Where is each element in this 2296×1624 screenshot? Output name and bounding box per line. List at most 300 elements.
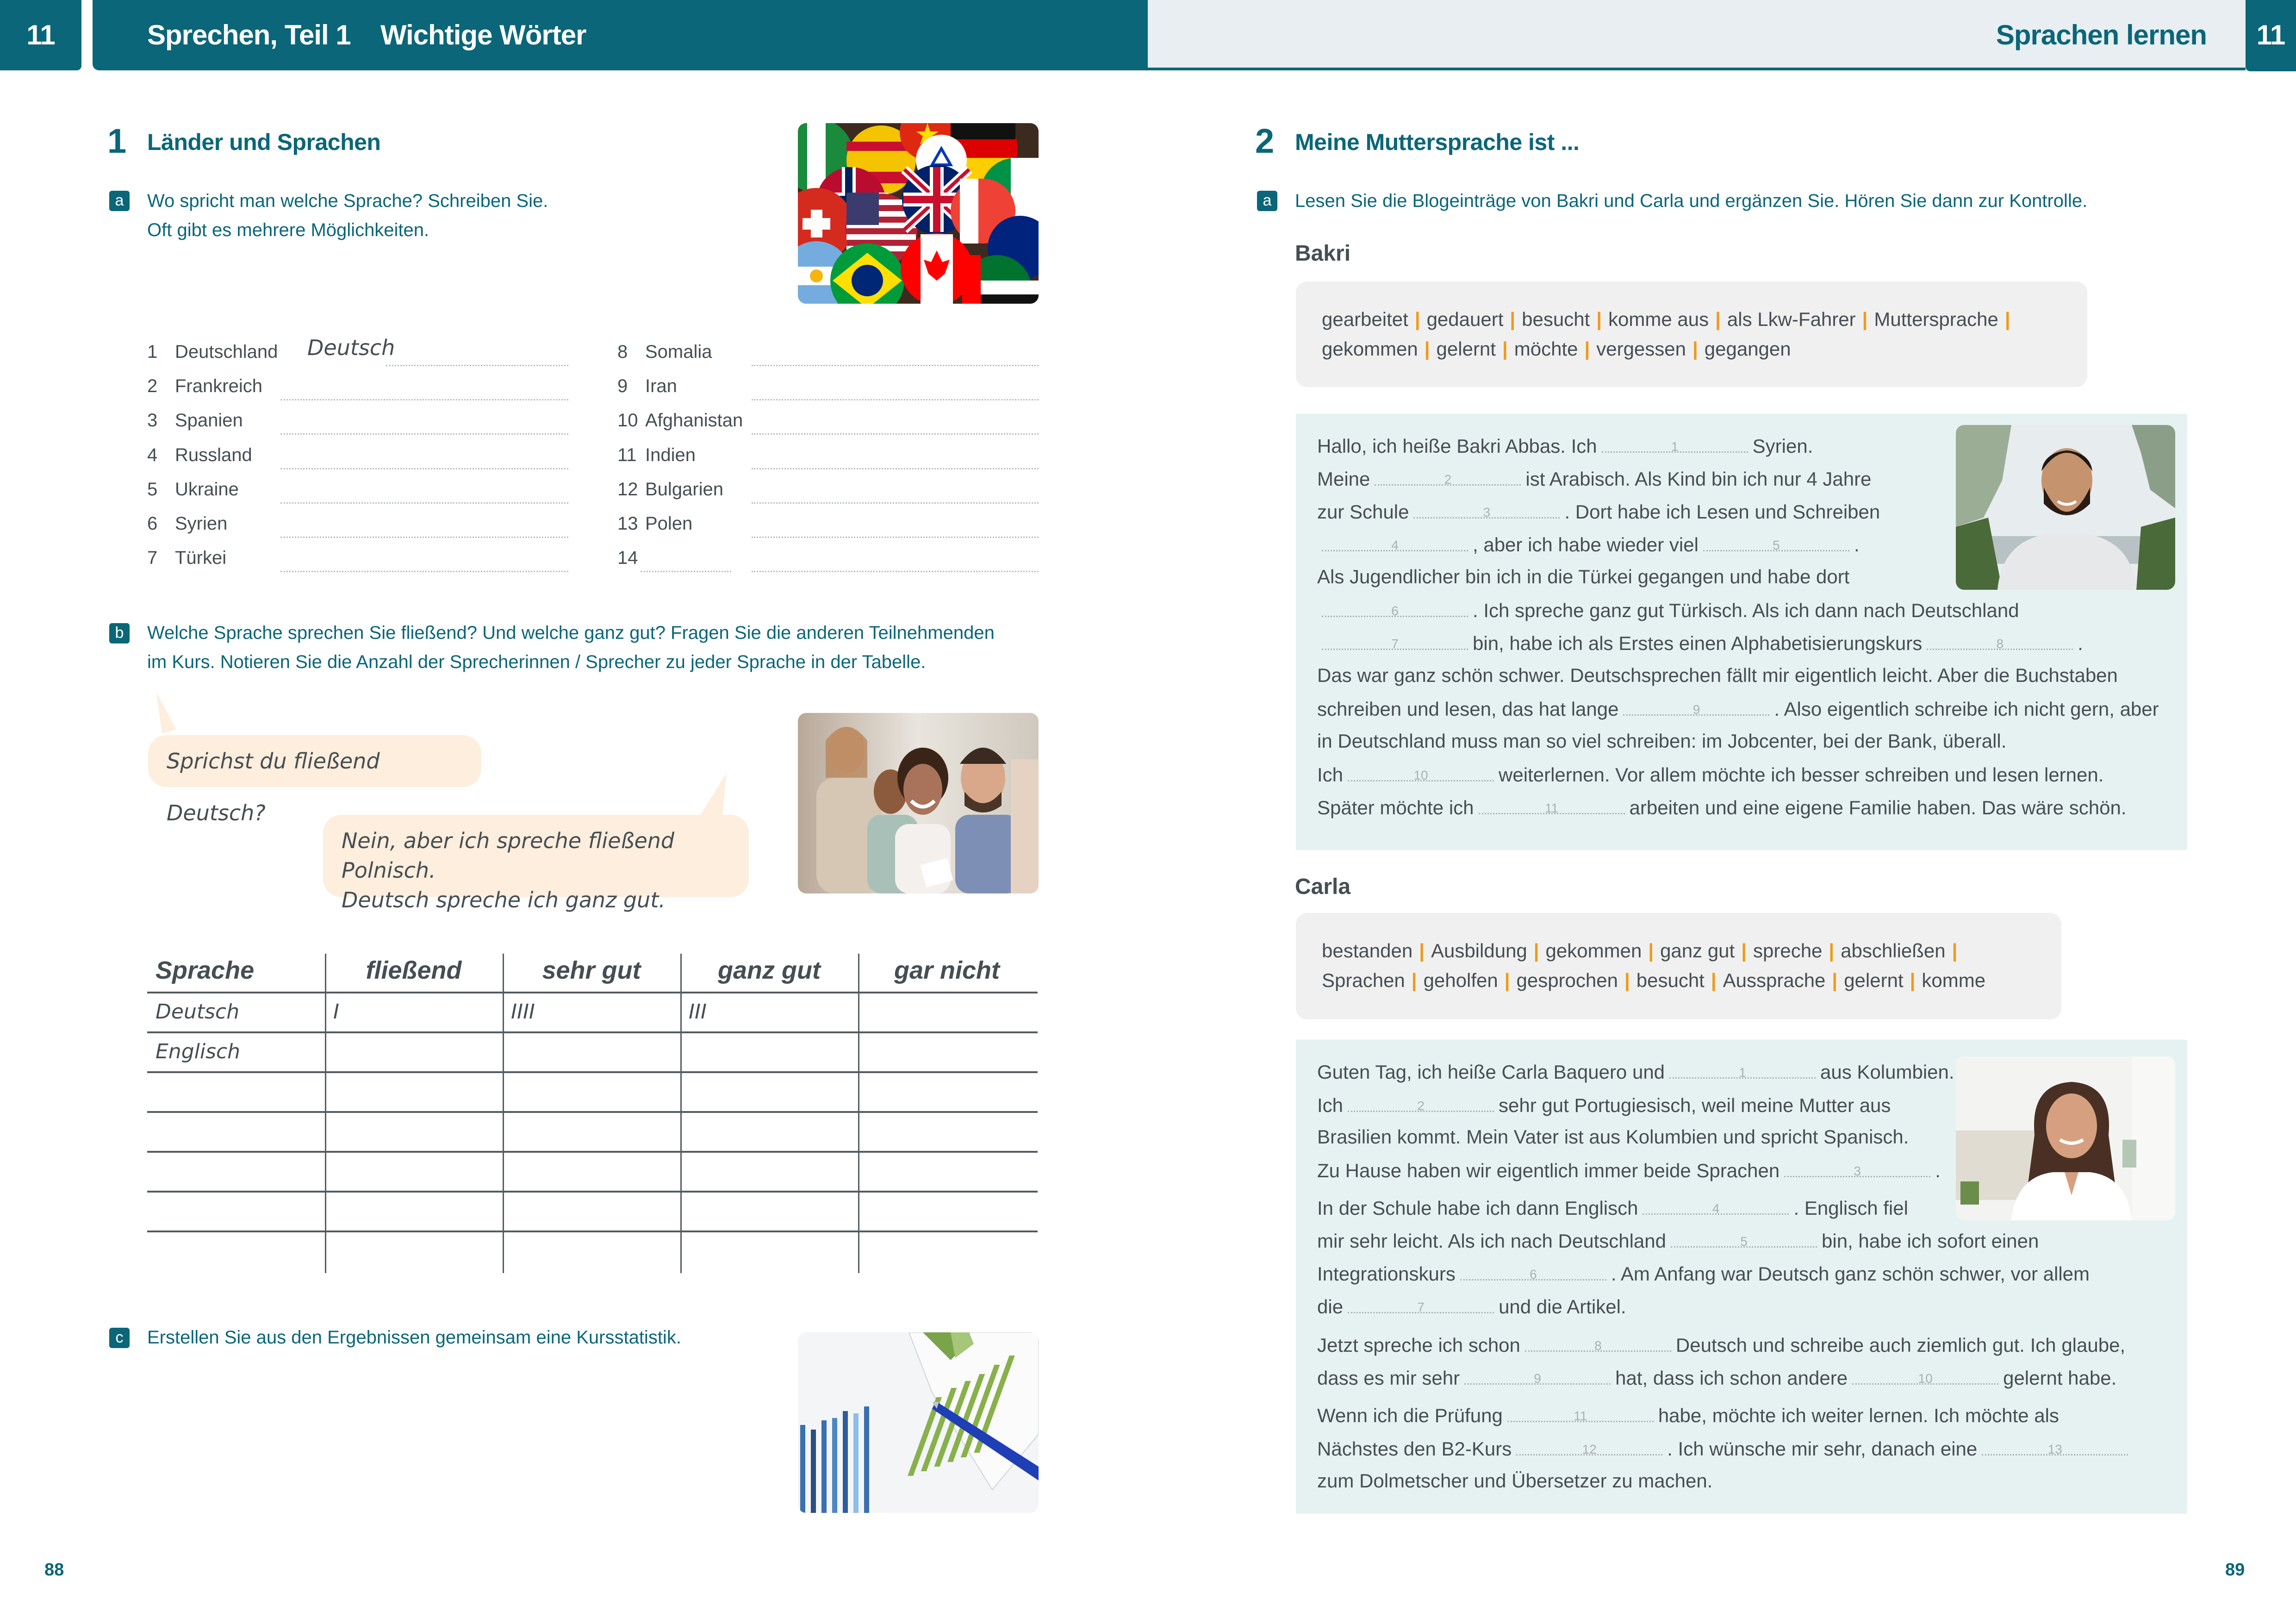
badge-a: a <box>109 191 130 211</box>
table-tally-cell[interactable] <box>866 1040 1027 1070</box>
blog-text: . Also eigentlich schreibe ich nicht gern, aber <box>1774 698 2159 720</box>
table-tally-cell[interactable] <box>689 1159 850 1190</box>
table-row-divider <box>147 1111 1038 1113</box>
blank-gap-13[interactable] <box>1982 1437 2128 1455</box>
table-tally-cell[interactable] <box>333 1080 494 1110</box>
blog-text: aus Kolumbien. <box>1820 1061 1954 1083</box>
blog-text: bin, habe ich sofort einen <box>1822 1230 2039 1252</box>
speech-bubble-answer <box>323 815 749 912</box>
gap-number: 6 <box>1530 1267 1537 1281</box>
country-number: 14 <box>617 548 638 568</box>
bakri-word: möchte <box>1514 338 1578 360</box>
country-item <box>617 479 723 507</box>
blog-text: Ich <box>1317 764 1344 786</box>
table-tally-cell[interactable] <box>689 1199 850 1230</box>
instruction-1a-line2: Oft gibt es mehrere Möglichkeiten. <box>147 220 429 240</box>
country-name: Iran <box>645 376 677 397</box>
gap-number: 5 <box>1740 1234 1748 1249</box>
blog-text-line <box>1317 763 2103 786</box>
table-tally-cell[interactable] <box>866 1119 1027 1150</box>
gap-number: 12 <box>1582 1442 1597 1456</box>
country-name: Indien <box>645 444 696 465</box>
blank-gap-10[interactable] <box>1348 763 1494 781</box>
language-answer-field[interactable] <box>752 468 1039 469</box>
gap-number: 11 <box>1574 1409 1587 1423</box>
blog-text: sehr gut Portugiesisch, weil meine Mutter aus <box>1499 1094 1891 1116</box>
bakri-word: gedauert <box>1426 308 1504 330</box>
word-separator: | <box>1711 969 1717 991</box>
blog-text: . Dort habe ich Lesen und Schreiben <box>1564 501 1880 523</box>
word-separator: | <box>1862 308 1868 330</box>
blog-text: zur Schule <box>1317 501 1409 523</box>
table-header-cell: Sprache <box>156 956 255 984</box>
language-answer-field[interactable] <box>752 399 1039 400</box>
table-tally-cell[interactable] <box>333 1239 494 1269</box>
language-answer-field[interactable] <box>752 537 1039 538</box>
table-tally-cell[interactable]: III <box>689 1000 707 1024</box>
table-tally-cell[interactable] <box>866 1239 1027 1269</box>
blank-gap-8[interactable] <box>1927 631 2073 650</box>
bakri-word-bank-line1 <box>1322 305 2061 334</box>
carla-word: abschließen <box>1841 940 1946 962</box>
word-separator: | <box>1829 940 1835 962</box>
blog-text: bin, habe ich als Erstes einen Alphabetisierungskurs <box>1473 632 1923 654</box>
word-separator: | <box>1692 338 1698 360</box>
table-column-divider <box>680 954 682 1273</box>
blog-text: Wenn ich die Prüfung <box>1317 1405 1503 1426</box>
language-answer-field[interactable] <box>280 537 568 538</box>
blank-gap-9[interactable] <box>1623 697 1769 716</box>
blog-text-line <box>1317 434 1813 457</box>
carla-word: geholfen <box>1423 969 1498 991</box>
gap-number: 1 <box>1739 1065 1746 1080</box>
carla-word: besucht <box>1636 969 1705 991</box>
word-separator: | <box>1504 969 1510 991</box>
word-separator: | <box>1715 308 1721 330</box>
speech-bubble-question <box>148 735 481 825</box>
bakri-word-bank-line2 <box>1322 334 2061 364</box>
word-separator: | <box>1584 338 1590 360</box>
blank-gap-1[interactable] <box>1669 1060 1816 1079</box>
table-tally-cell[interactable] <box>511 1159 672 1190</box>
table-tally-cell[interactable]: I <box>333 1000 339 1024</box>
word-separator: | <box>1952 940 1958 962</box>
blog-text: Hallo, ich heiße Bakri Abbas. Ich <box>1317 435 1597 457</box>
country-name: Syrien <box>175 513 228 534</box>
blank-gap-7[interactable] <box>1348 1295 1494 1313</box>
table-language-cell[interactable] <box>156 1159 317 1190</box>
table-row-divider <box>147 1191 1038 1193</box>
table-row-divider <box>147 1151 1038 1153</box>
blog-text: Deutsch und schreibe auch ziemlich gut. Ich glaube, <box>1675 1334 2126 1356</box>
language-answer-text: Deutsch <box>307 335 395 360</box>
blank-gap-8[interactable] <box>1525 1333 1671 1352</box>
header-bar-right <box>1148 0 2246 70</box>
bakri-name: Bakri <box>1295 241 1351 266</box>
section-2-number: 2 <box>1255 122 1275 160</box>
blog-text: Integrationskurs <box>1317 1263 1456 1285</box>
blank-gap-6[interactable] <box>1460 1262 1606 1280</box>
language-answer-field[interactable] <box>752 502 1039 504</box>
table-header-cell: sehr gut <box>542 956 641 984</box>
word-separator: | <box>1832 969 1838 991</box>
blank-gap-2[interactable] <box>1348 1093 1494 1112</box>
gap-number: 2 <box>1417 1099 1425 1113</box>
table-tally-cell[interactable] <box>511 1119 672 1150</box>
blog-text: . Englisch fiel <box>1793 1197 1908 1219</box>
carla-word-bank-line2 <box>1322 966 2035 995</box>
gap-number: 3 <box>1483 505 1491 519</box>
table-tally-cell[interactable] <box>511 1040 672 1070</box>
gap-number: 1 <box>1671 439 1679 454</box>
blog-text-line <box>1317 1060 1954 1083</box>
blog-text-line <box>1317 566 1849 588</box>
table-column-divider <box>503 954 504 1273</box>
word-separator: | <box>1910 969 1916 991</box>
country-item <box>147 548 226 575</box>
blog-text: ist Arabisch. Als Kind bin ich nur 4 Jahre <box>1525 468 1872 490</box>
instruction-1b-line2: im Kurs. Notieren Sie die Anzahl der Sprecherinnen / Sprecher zu jeder Sprache in der Tabelle. <box>147 652 926 672</box>
table-tally-cell[interactable] <box>866 1159 1027 1190</box>
word-separator: | <box>1414 308 1420 330</box>
bakri-word: gelernt <box>1436 338 1496 360</box>
language-answer-field[interactable] <box>280 433 568 435</box>
blog-text-line <box>1317 796 2127 819</box>
bakri-word: besucht <box>1522 308 1590 330</box>
page-number-right: 89 <box>2225 1560 2245 1580</box>
blog-text-line <box>1317 599 2019 622</box>
blog-text: Als Jugendlicher bin ich in die Türkei gegangen und habe dort <box>1317 566 1850 587</box>
blank-gap-4[interactable] <box>1643 1196 1789 1215</box>
blank-gap-5[interactable] <box>1671 1229 1817 1248</box>
country-number: 12 <box>617 479 638 500</box>
blog-text-line <box>1317 730 2006 752</box>
table-header-cell: gar nicht <box>894 956 1000 984</box>
table-tally-cell[interactable] <box>866 1199 1027 1230</box>
statistics-charts-pen-photo <box>798 1332 1039 1513</box>
bakri-word-bank <box>1296 281 2087 387</box>
country-name: Somalia <box>645 342 712 362</box>
instruction-1a-line1: Wo spricht man welche Sprache? Schreiben Sie. <box>147 191 548 211</box>
gap-number: 8 <box>1996 637 2004 651</box>
blank-gap-6[interactable] <box>1322 599 1468 617</box>
carla-word: gelernt <box>1844 969 1904 991</box>
language-answer-field[interactable] <box>752 433 1039 435</box>
language-table <box>147 954 1038 1273</box>
country-number: 2 <box>147 376 158 397</box>
header-subtitle: Wichtige Wörter <box>380 19 586 50</box>
table-tally-cell[interactable] <box>333 1159 494 1190</box>
blog-text: Meine <box>1317 468 1370 490</box>
blog-text: und die Artikel. <box>1499 1296 1626 1318</box>
unit-number-left: 11 <box>26 19 55 50</box>
section-1-title: Länder und Sprachen <box>147 129 381 155</box>
word-separator: | <box>1624 969 1630 991</box>
gap-number: 4 <box>1391 538 1399 552</box>
country-item <box>617 376 677 404</box>
country-number: 10 <box>617 410 638 431</box>
bakri-word: gegangen <box>1704 338 1791 360</box>
country-item <box>147 445 252 473</box>
blank-gap-5[interactable] <box>1703 533 1849 551</box>
blank-gap-3[interactable] <box>1784 1159 1930 1177</box>
section-2-title: Meine Muttersprache ist ... <box>1295 129 1580 155</box>
gap-number: 10 <box>1413 768 1428 782</box>
blog-text: Das war ganz schön schwer. Deutschsprechen fällt mir eigentlich leicht. Aber die Buchstaben <box>1317 664 2118 686</box>
header-title: Sprechen, Teil 1 <box>147 19 351 50</box>
carla-word: gekommen <box>1545 940 1642 962</box>
country-item <box>147 376 262 404</box>
blog-text: Zu Hause haben wir eigentlich immer beide Sprachen <box>1317 1160 1780 1181</box>
country-name: Afghanistan <box>645 410 743 431</box>
word-separator: | <box>1741 940 1747 962</box>
table-tally-cell[interactable] <box>333 1199 494 1230</box>
bubble-1-tail <box>153 692 190 738</box>
blog-text-line <box>1317 500 1880 523</box>
gap-number: 2 <box>1444 472 1452 487</box>
word-separator: | <box>1648 940 1654 962</box>
country-item <box>617 410 743 438</box>
gap-number: 9 <box>1692 702 1700 717</box>
blank-gap-3[interactable] <box>1413 500 1560 518</box>
country-item <box>147 410 243 438</box>
country-item <box>617 342 712 369</box>
word-separator: | <box>1510 308 1516 330</box>
country-item <box>147 513 227 541</box>
word-separator: | <box>1419 940 1425 962</box>
blank-gap-4[interactable] <box>1322 533 1468 551</box>
blank-gap-12[interactable] <box>1516 1437 1662 1455</box>
badge-2a: a <box>1257 191 1277 211</box>
country-number: 8 <box>617 342 628 362</box>
table-tally-cell[interactable] <box>511 1080 672 1110</box>
country-name: Polen <box>645 513 693 534</box>
table-row-divider <box>147 1071 1038 1073</box>
blog-text: . Am Anfang war Deutsch ganz schön schwer, vor allem <box>1611 1263 2090 1285</box>
language-answer-field[interactable] <box>752 365 1039 366</box>
blog-text: gelernt habe. <box>2003 1367 2117 1389</box>
table-language-cell[interactable] <box>156 1239 317 1269</box>
carla-word: gesprochen <box>1516 969 1618 991</box>
table-tally-cell[interactable] <box>511 1239 672 1269</box>
country-item <box>617 445 696 473</box>
table-tally-cell[interactable] <box>333 1119 494 1150</box>
blog-text-line <box>1317 1437 2133 1460</box>
country-number: 13 <box>617 513 638 534</box>
blank-gap-9[interactable] <box>1464 1366 1611 1385</box>
table-language-cell[interactable] <box>156 1199 317 1230</box>
carla-word: spreche <box>1753 940 1823 962</box>
table-tally-cell[interactable] <box>511 1199 672 1230</box>
blank-gap-10[interactable] <box>1852 1366 1998 1385</box>
blog-text: hat, dass ich schon andere <box>1615 1367 1848 1389</box>
table-tally-cell[interactable]: IIII <box>511 1000 535 1024</box>
language-answer-field[interactable] <box>280 468 568 469</box>
word-separator: | <box>1424 338 1430 360</box>
language-answer-field[interactable] <box>752 571 1039 572</box>
blog-text-line <box>1317 697 2159 720</box>
country-number: 6 <box>147 513 158 534</box>
blank-gap-7[interactable] <box>1322 631 1468 650</box>
language-answer-field[interactable] <box>280 502 568 504</box>
blog-text: Syrien. <box>1752 435 1813 457</box>
gap-number: 6 <box>1391 604 1399 618</box>
blog-text: Später möchte ich <box>1317 797 1474 818</box>
country-item <box>147 479 239 507</box>
flags-buttons-photo <box>798 123 1039 304</box>
carla-word-bank <box>1296 913 2061 1019</box>
gap-number: 4 <box>1712 1201 1720 1216</box>
blog-text: Brasilien kommt. Mein Vater ist aus Kolumbien und spricht Spanisch. <box>1317 1126 1909 1148</box>
bubble-answer-line1: Nein, aber ich spreche fließend Polnisch. <box>342 828 675 883</box>
blog-text-line <box>1317 1295 1626 1318</box>
blog-text-line <box>1317 1262 2090 1285</box>
country-name: Russland <box>175 444 252 465</box>
table-language-cell[interactable]: Englisch <box>156 1040 241 1063</box>
carla-name: Carla <box>1295 874 1351 899</box>
unit-number-right: 11 <box>2256 19 2285 50</box>
country-name: Bulgarien <box>645 479 724 500</box>
blog-text: zum Dolmetscher und Übersetzer zu machen. <box>1317 1470 1713 1492</box>
blog-text-line <box>1317 533 1860 556</box>
table-column-divider <box>325 954 326 1273</box>
word-separator: | <box>1596 308 1602 330</box>
page-number-left: 88 <box>44 1560 64 1580</box>
table-language-cell[interactable] <box>156 1080 317 1110</box>
blog-text: . <box>1854 534 1860 556</box>
blog-text: . Ich wünsche mir sehr, danach eine <box>1667 1438 1978 1460</box>
carla-word: Aussprache <box>1723 969 1826 991</box>
carla-word: ganz gut <box>1660 940 1735 962</box>
table-row-divider <box>147 1230 1038 1232</box>
country-name: Deutschland <box>175 342 278 362</box>
table-language-cell[interactable] <box>156 1119 317 1150</box>
table-column-divider <box>858 954 859 1273</box>
bakri-word: vergessen <box>1596 338 1686 360</box>
blog-text-line <box>1317 467 1871 490</box>
group-laughing-photo <box>798 713 1039 893</box>
country-number: 11 <box>617 444 637 465</box>
gap-number: 3 <box>1854 1164 1861 1178</box>
blog-text: in Deutschland muss man so viel schreiben: im Jobcenter, bei der Bank, überall. <box>1317 730 2007 752</box>
instruction-1b-line1: Welche Sprache sprechen Sie fließend? Und welche ganz gut? Fragen Sie die anderen Teilnehmenden <box>147 623 995 643</box>
blog-text: Guten Tag, ich heiße Carla Baquero und <box>1317 1061 1665 1083</box>
country-item <box>147 342 278 369</box>
language-answer-field[interactable] <box>280 571 568 572</box>
bakri-portrait-photo <box>1956 425 2175 590</box>
header-chapter-title: Sprachen lernen <box>1996 19 2207 50</box>
blog-text: habe, möchte ich weiter lernen. Ich möchte als <box>1658 1405 2059 1426</box>
blog-text-line <box>1317 1126 1909 1148</box>
blog-text-line <box>1317 1404 2059 1427</box>
country-name: Ukraine <box>175 479 239 500</box>
unit-tab-left <box>0 0 81 70</box>
gap-number: 7 <box>1417 1300 1425 1314</box>
blank-gap-1[interactable] <box>1602 434 1748 453</box>
table-tally-cell[interactable] <box>689 1239 850 1269</box>
bakri-word: gearbeitet <box>1322 308 1408 330</box>
blog-text: weiterlernen. Vor allem möchte ich besser schreiben und lesen lernen. <box>1499 764 2104 786</box>
blog-text: . Ich spreche ganz gut Türkisch. Als ich dann nach Deutschland <box>1473 600 2019 621</box>
country-number: 7 <box>147 548 158 568</box>
bakri-word: gekommen <box>1322 338 1418 360</box>
blog-text-line <box>1317 1366 2116 1389</box>
blank-gap-11[interactable] <box>1479 796 1625 814</box>
blog-text-line <box>1317 1196 1908 1219</box>
country-name-blank[interactable] <box>641 571 731 572</box>
blog-text: die <box>1317 1296 1344 1318</box>
table-tally-cell[interactable] <box>689 1040 850 1070</box>
instruction-1c: Erstellen Sie aus den Ergebnissen gemeinsam eine Kursstatistik. <box>147 1327 681 1348</box>
header-bar-left <box>93 0 1148 70</box>
blog-text: mir sehr leicht. Als ich nach Deutschland <box>1317 1230 1667 1252</box>
bubble-answer-line2: Deutsch spreche ich ganz gut. <box>342 887 666 912</box>
blog-text-line <box>1317 1470 1712 1492</box>
country-name: Frankreich <box>175 376 262 397</box>
language-answer-field[interactable] <box>386 365 568 366</box>
table-tally-cell[interactable] <box>689 1119 850 1150</box>
blank-gap-11[interactable] <box>1507 1404 1654 1422</box>
blank-gap-2[interactable] <box>1375 467 1521 486</box>
blog-text-line <box>1317 1093 1891 1117</box>
blog-text: Nächstes den B2-Kurs <box>1317 1438 1512 1460</box>
table-header-cell: fließend <box>366 956 462 984</box>
table-tally-cell[interactable] <box>689 1080 850 1110</box>
country-number: 5 <box>147 479 158 500</box>
carla-word: komme <box>1922 969 1986 991</box>
gap-number: 5 <box>1773 538 1780 552</box>
table-tally-cell[interactable] <box>866 1000 1027 1031</box>
badge-c: c <box>109 1328 130 1348</box>
carla-word-bank-line1 <box>1322 936 2035 966</box>
country-number: 9 <box>617 376 628 397</box>
blog-text: . <box>2078 632 2083 654</box>
country-number: 1 <box>147 342 158 362</box>
gap-number: 9 <box>1534 1371 1541 1386</box>
word-separator: | <box>2004 308 2010 330</box>
word-separator: | <box>1411 969 1417 991</box>
bakri-word: Muttersprache <box>1874 308 1998 330</box>
table-row-divider <box>147 1031 1038 1033</box>
instruction-2a: Lesen Sie die Blogeinträge von Bakri und Carla und ergänzen Sie. Hören Sie dann zur Kontrolle. <box>1295 191 2088 211</box>
gap-number: 11 <box>1544 801 1559 815</box>
gap-number: 8 <box>1594 1338 1602 1353</box>
blog-text: dass es mir sehr <box>1317 1367 1460 1389</box>
carla-word: Sprachen <box>1322 969 1405 991</box>
blog-text: In der Schule habe ich dann Englisch <box>1317 1197 1638 1219</box>
language-answer-field[interactable] <box>280 399 568 400</box>
blog-text-line <box>1317 1229 2039 1252</box>
blog-text: Ich <box>1317 1094 1344 1116</box>
unit-tab-right <box>2246 0 2296 71</box>
badge-b: b <box>109 623 130 643</box>
table-language-cell[interactable]: Deutsch <box>156 1000 240 1024</box>
blog-text: , aber ich habe wieder viel <box>1473 534 1699 556</box>
blog-text-line <box>1317 1333 2125 1356</box>
gap-number: 13 <box>2047 1442 2062 1456</box>
section-1-number: 1 <box>107 122 127 160</box>
blog-text: arbeiten und eine eigene Familie haben. Das wäre schön. <box>1629 797 2127 818</box>
country-number: 4 <box>147 444 158 465</box>
blog-text: . <box>1935 1160 1941 1181</box>
table-tally-cell[interactable] <box>333 1040 494 1070</box>
gap-number: 10 <box>1918 1371 1933 1386</box>
gap-number: 7 <box>1391 637 1399 651</box>
country-item <box>617 513 692 541</box>
blog-text-line <box>1317 1159 1941 1182</box>
table-tally-cell[interactable] <box>866 1080 1027 1110</box>
blog-text: schreiben und lesen, das hat lange <box>1317 698 1619 720</box>
